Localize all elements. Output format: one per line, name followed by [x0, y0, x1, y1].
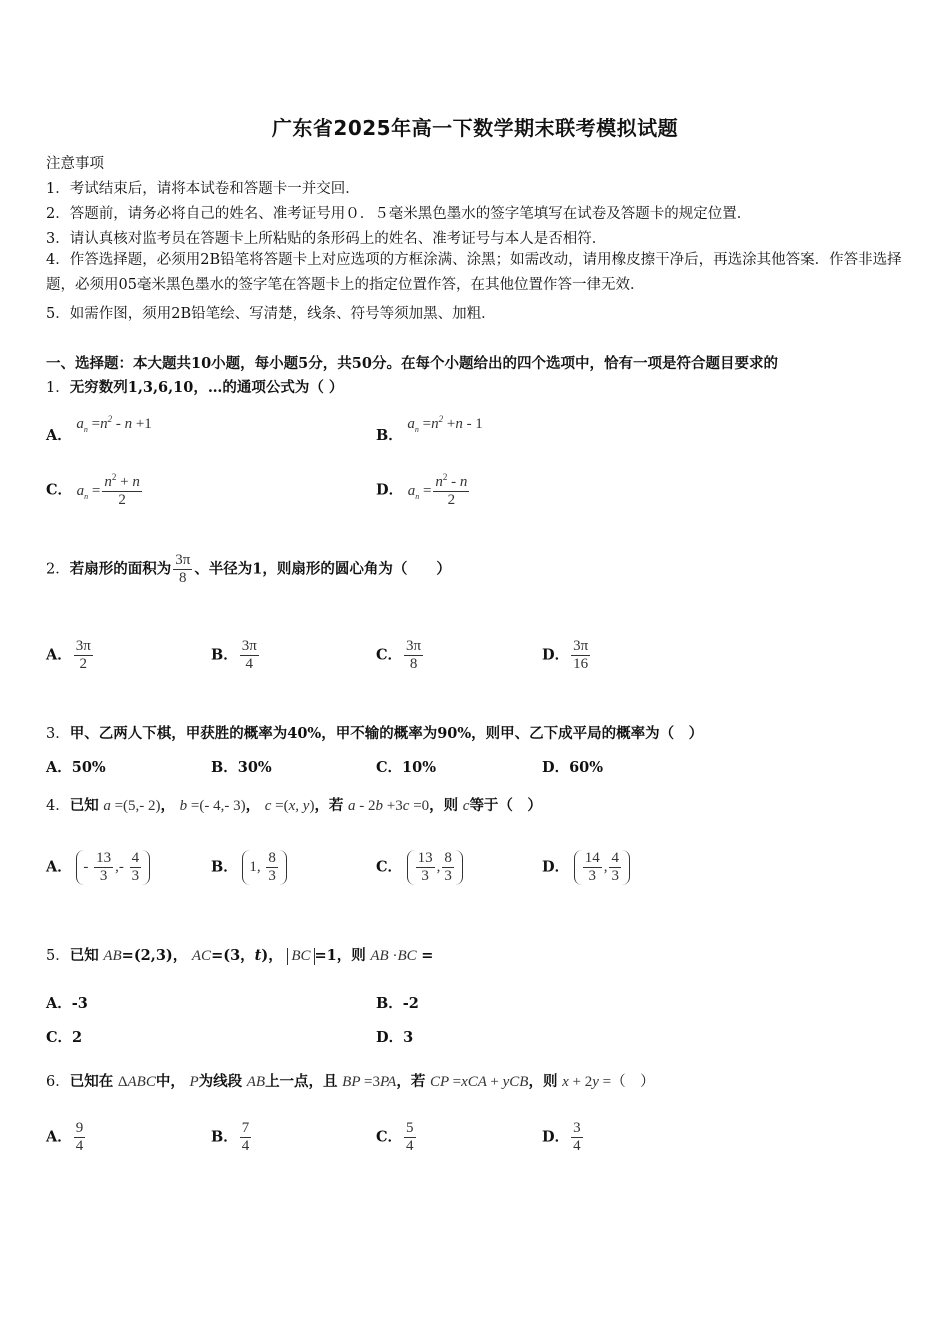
option-label: D． — [542, 646, 570, 664]
formula: BP =3PA — [342, 1074, 397, 1090]
formula: - $\frac{13}{3}$ ,- $\frac{4}{3}$ — [76, 850, 150, 885]
fraction: $\frac{9}{4}$ — [75, 1120, 84, 1154]
fraction: $\frac{n^2 - n}{2}$ — [435, 472, 468, 508]
q6-option-d[interactable] — [542, 1120, 585, 1155]
question-text: 甲、乙两人下棋，甲获胜的概率为40%，甲不输的概率为90%，则甲、乙下成平局的概率为（ ） — [69, 725, 704, 742]
text-segment: = — [421, 947, 434, 964]
text-segment: ， — [160, 797, 176, 814]
text-segment: ，则 — [429, 797, 459, 814]
text-segment: 已知 — [69, 947, 99, 964]
q4-option-b[interactable] — [211, 850, 287, 885]
q1-option-a[interactable] — [46, 412, 152, 444]
formula: $a_n =n^2 +n - 1$ — [407, 414, 483, 434]
question-5 — [46, 944, 433, 965]
text-segment: )， — [261, 947, 283, 964]
formula: $a_n =n^2 - n +1$ — [76, 414, 152, 434]
formula: AB — [246, 1074, 266, 1090]
formula: ΔABC — [117, 1074, 156, 1090]
q2-option-c[interactable] — [376, 638, 425, 673]
question-text: 无穷数列1,3,6,10，…的通项公式为（ ） — [69, 379, 344, 396]
question-number: 2． — [46, 561, 70, 578]
q4-option-d[interactable] — [542, 850, 630, 885]
option-label: B． — [211, 858, 238, 876]
fraction: $\frac{3\pi}{4}$ — [241, 638, 257, 672]
text-segment: ， — [245, 797, 261, 814]
option-label: C． — [376, 858, 403, 876]
formula: BC — [287, 948, 314, 965]
option-label: A． — [46, 1128, 72, 1146]
q2-option-a[interactable] — [46, 638, 95, 673]
text-segment: =(2,3)， — [121, 947, 188, 964]
q1-option-c[interactable] — [46, 472, 144, 509]
text-segment: 中， — [155, 1073, 185, 1090]
q3-option-d[interactable]: D．60% — [542, 759, 604, 776]
q1-option-b[interactable] — [376, 412, 483, 444]
fraction: $\frac{3\pi}{16}$ — [573, 638, 589, 672]
question-number: 4． — [46, 798, 70, 814]
q2-option-d[interactable] — [542, 638, 592, 673]
question-6 — [46, 1070, 655, 1091]
option-label: D． — [542, 1128, 570, 1146]
question-number: 3． — [46, 726, 70, 742]
option-label: B． — [376, 427, 403, 444]
formula: $a_n$ = — [76, 482, 101, 501]
fraction: $\frac{3\pi}{8}$ — [406, 638, 422, 672]
question-text-post: 、半径为1，则扇形的圆心角为（ ） — [194, 560, 451, 578]
formula: AB — [103, 948, 122, 964]
q2-option-b[interactable] — [211, 638, 261, 673]
fraction: $\frac{n^2 + n}{2}$ — [104, 472, 140, 508]
question-text-pre: 若扇形的面积为 — [69, 560, 172, 578]
text-segment: =1，则 — [314, 947, 366, 964]
q6-option-c[interactable] — [376, 1120, 418, 1155]
q5-option-a[interactable]: A．-3 — [46, 995, 88, 1012]
option-label: D． — [542, 858, 570, 876]
fraction: $\frac{3}{4}$ — [573, 1120, 581, 1154]
option-label: D． — [376, 481, 404, 499]
question-number: 5． — [46, 948, 70, 964]
q6-option-b[interactable] — [211, 1120, 253, 1155]
q1-option-d[interactable] — [376, 472, 471, 509]
formula: a - 2b +3c =0 — [348, 798, 430, 814]
formula: c — [462, 798, 470, 814]
q3-option-a[interactable]: A．50% — [46, 759, 106, 776]
text-segment: （ ） — [611, 1074, 655, 1090]
question-number: 1． — [46, 380, 70, 396]
question-4 — [46, 794, 542, 815]
question-1 — [46, 376, 343, 397]
notice-heading: 注意事项 — [46, 156, 104, 172]
notice-item-1: 1．考试结束后，请将本试卷和答题卡一并交回． — [46, 181, 360, 197]
question-number: 6． — [46, 1074, 70, 1090]
notice-item-4: 4．作答选择题，必须用2B铅笔将答题卡上对应选项的方框涂满、涂黑；如需改动，请用橡皮擦干净后，再选涂其他答案．作答非选择题，必须用05毫米黑色墨水的签字笔在答题卡上的指定位置作答，在其他位置作答一律无效． — [46, 252, 902, 293]
q5-option-d[interactable]: D．3 — [376, 1029, 414, 1046]
formula: $\frac{14}{3}$ , $\frac{4}{3}$ — [574, 850, 630, 885]
formula: c =(x, y) — [264, 798, 315, 814]
formula: a =(5,- 2) — [103, 798, 161, 814]
text-segment: ，若 — [314, 797, 344, 814]
option-label: C． — [376, 646, 403, 664]
formula: P — [189, 1074, 199, 1090]
text-segment: t — [254, 947, 262, 964]
page-title: 广东省2025年高一下数学期末联考模拟试题 — [271, 116, 679, 140]
formula: b =(- 4,- 3) — [179, 798, 246, 814]
notice-item-5: 5．如需作图，须用2B铅笔绘、写清楚，线条、符号等须加黑、加粗． — [46, 306, 496, 322]
option-label: C． — [376, 1128, 403, 1146]
fraction: $\frac{7}{4}$ — [241, 1120, 250, 1154]
formula: AB ·BC — [370, 948, 417, 964]
fraction: $\frac{3\pi}{2}$ — [75, 638, 91, 672]
notice-item-2: 2．答题前，请务必将自己的姓名、准考证号用０．５毫米黑色墨水的签字笔填写在试卷及答题卡的规定位置． — [46, 206, 752, 222]
fraction: $\frac{3\pi}{8}$ — [175, 552, 191, 586]
q5-option-b[interactable]: B．-2 — [376, 995, 419, 1012]
option-label: B． — [211, 1128, 238, 1146]
fraction: $\frac{5}{4}$ — [406, 1120, 414, 1154]
q3-option-c[interactable]: C．10% — [376, 759, 436, 776]
formula: 1, $\frac{8}{3}$ — [242, 850, 287, 885]
question-2 — [46, 552, 451, 587]
text-segment: 等于（ ） — [469, 797, 542, 814]
text-segment: 为线段 — [198, 1073, 243, 1090]
q6-option-a[interactable] — [46, 1120, 87, 1155]
option-label: B． — [211, 646, 238, 664]
option-label: C． — [46, 481, 73, 499]
option-label: A． — [46, 858, 72, 876]
section-heading: 一、选择题：本大题共10小题，每小题5分，共50分。在每个小题给出的四个选项中，恰有一项是符合题目要求的 — [46, 355, 778, 372]
option-label: A． — [46, 646, 72, 664]
text-segment: 已知 — [69, 797, 99, 814]
q5-option-c[interactable]: C．2 — [46, 1029, 83, 1046]
q3-option-b[interactable]: B．30% — [211, 759, 272, 776]
text-segment: =(3， — [211, 947, 255, 964]
question-3 — [46, 722, 703, 743]
formula: $\frac{13}{3}$ , $\frac{8}{3}$ — [407, 850, 463, 885]
q4-option-a[interactable] — [46, 850, 150, 885]
q4-option-c[interactable] — [376, 850, 463, 885]
notice-item-3: 3．请认真核对监考员在答题卡上所粘贴的条形码上的姓名、准考证号与本人是否相符． — [46, 231, 607, 247]
formula: CP =xCA + yCB — [429, 1074, 529, 1090]
text-segment: ，若 — [396, 1073, 426, 1090]
formula: x + 2y = — [562, 1074, 612, 1090]
option-label: A． — [46, 427, 72, 444]
text-segment: 已知在 — [69, 1073, 114, 1090]
formula: AC — [191, 948, 212, 964]
text-segment: 上一点，且 — [265, 1073, 338, 1090]
formula: $a_n$ = — [407, 482, 432, 501]
text-segment: ，则 — [528, 1073, 558, 1090]
